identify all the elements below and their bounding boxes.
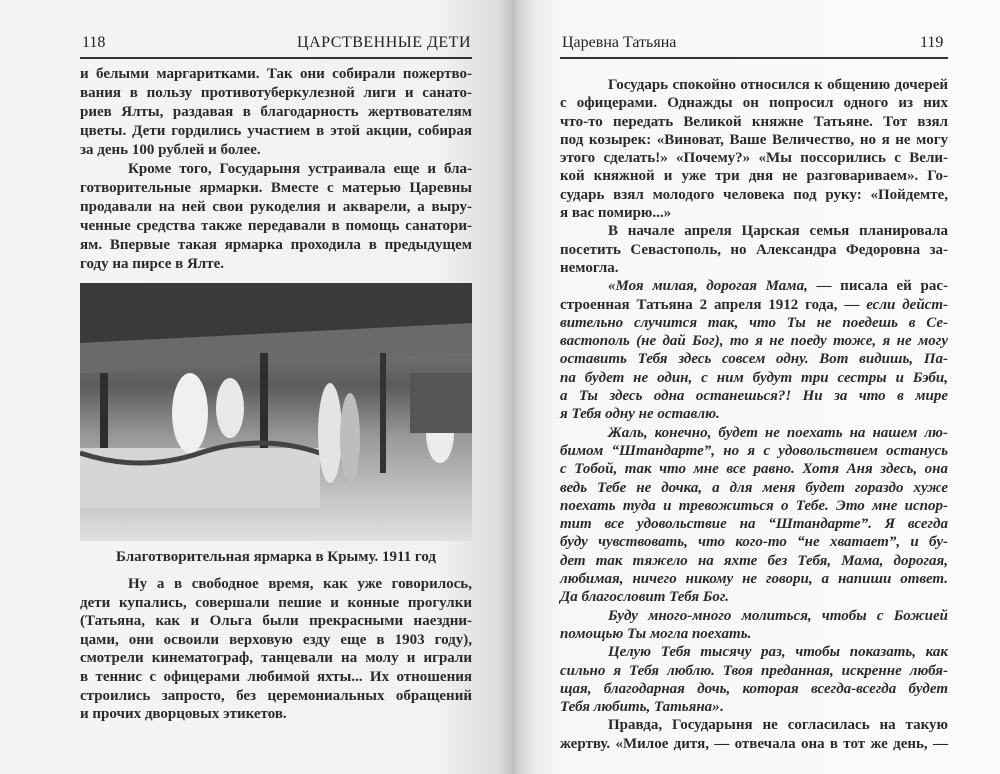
text-line	[80, 122, 472, 141]
italic-text: я Тебя одну не оставлю.	[560, 406, 720, 423]
text-line	[560, 643, 948, 661]
line-text: цами, они освоили верховую езду еще в 1903 году),	[80, 631, 472, 648]
line-text: и прочих дворцовых этикетов.	[80, 706, 287, 723]
line-text: немогла.	[560, 259, 619, 276]
text-line	[560, 533, 948, 551]
photo-charity-fair	[80, 283, 472, 541]
italic-text: ведь Тебе не дочка, а для меня будет гораздо хуже	[560, 479, 948, 496]
text-line	[560, 716, 948, 734]
italic-text: дет так тяжело на яхте без Тебя, Мама, дорогая,	[560, 552, 948, 569]
text-line	[80, 160, 472, 179]
text-line	[80, 612, 472, 631]
text-line	[560, 497, 948, 515]
line-text: В начале апреля Царская семья планировала	[608, 223, 948, 240]
line-text: — писала ей рас-	[807, 278, 948, 295]
italic-text: буду чувствовать, что кого-то “не хватает”, и бу-	[560, 534, 948, 551]
text-line	[80, 255, 472, 274]
text-line	[80, 217, 472, 236]
line-text: жертву. «Милое дитя, — отвечала она в тот же день, —	[560, 735, 948, 752]
text-line	[560, 570, 948, 588]
text-line	[560, 113, 948, 131]
line-text: Кроме того, Государыня устраивала еще и бла-	[128, 161, 472, 177]
line-text: (Татьяна, как и Ольга были прекрасными наездни-	[80, 613, 472, 630]
line-text: ям. Впервые такая ярмарка проходила в предыдущем	[80, 237, 472, 253]
text-line	[560, 424, 948, 442]
line-text: Правда, Государыня не согласилась на такую	[608, 717, 948, 734]
text-block	[80, 575, 472, 724]
page-number: 119	[920, 34, 944, 51]
header-rule	[80, 57, 472, 59]
italic-text: «Моя милая, дорогая Мама,	[608, 278, 808, 295]
text-line	[80, 649, 472, 668]
text-line	[560, 735, 948, 753]
line-text: с офицерами. Однажды он попросил одного из них	[560, 95, 948, 112]
line-text: Государь спокойно относился к общению дочерей	[608, 77, 948, 93]
line-text: строенная Татьяна 2 апреля 1912 года, —	[560, 296, 867, 313]
italic-text: любимая, ничего никому не говори, а напиши ответ.	[560, 571, 948, 588]
text-line	[560, 387, 948, 405]
line-text: цветы. Дети гордились участием в этой акции, собирая	[80, 123, 472, 139]
text-line	[560, 94, 948, 112]
text-line	[560, 131, 948, 149]
italic-text: вастополь (не дай Бог), то я не поеду тоже, я не могу	[560, 333, 948, 350]
text-line	[560, 588, 948, 606]
text-line	[560, 314, 948, 332]
text-line	[80, 65, 472, 84]
text-line	[80, 705, 472, 724]
line-text: дети купались, совершали пешие и конные прогулки	[80, 594, 472, 611]
italic-text: с Тобой, так что мне все равно. Хотя Аня здесь, она	[560, 461, 948, 478]
line-text: ченные средства также передавали в помощь санатори-	[80, 218, 472, 234]
text-line	[560, 167, 948, 185]
italic-text: Да благословит Тебя Бог.	[560, 589, 729, 606]
text-line	[80, 179, 472, 198]
text-line	[560, 662, 948, 680]
line-text: этого сделать!» «Почему?» «Мы поссорились с Вели-	[560, 150, 948, 167]
text-line	[560, 241, 948, 259]
italic-text: если дейст-	[866, 296, 948, 313]
italic-text: щая, благодарная дочь, которая всегда-всегда будет	[560, 680, 948, 697]
text-line	[560, 515, 948, 533]
italic-text: Целую Тебя тысячу раз, чтобы показать, как	[608, 644, 948, 661]
line-text: кой княжной и уже три дня не разговариваем». Го-	[560, 168, 948, 185]
text-line	[560, 625, 948, 643]
line-text: смотрели кинематограф, танцевали на молу и играли	[80, 650, 472, 667]
text-line	[80, 103, 472, 122]
text-line	[560, 479, 948, 497]
line-text: посетить Севастополь, но Александра Федоровна за-	[560, 241, 948, 258]
italic-text: вительно случится так, что Ты не поедешь в Се-	[560, 314, 948, 331]
line-text: сударь взял молодого человека под руку: «Пойдемте,	[560, 186, 948, 203]
text-line	[80, 668, 472, 687]
text-block	[560, 76, 948, 753]
line-text: под козырек: «Виноват, Ваше Величество, но я не могу	[560, 131, 948, 148]
text-line	[560, 680, 948, 698]
text-line	[80, 631, 472, 650]
text-line	[560, 698, 948, 716]
line-text: и белыми маргаритками. Так они собирали пожертво-	[80, 66, 472, 82]
italic-text: па будет не один, с ним будут три сестры и Бэби,	[560, 369, 948, 386]
text-line	[80, 141, 472, 160]
photo-caption: Благотворительная ярмарка в Крыму. 1911 год	[116, 549, 436, 565]
text-line	[80, 84, 472, 103]
text-line	[560, 332, 948, 350]
page-number: 118	[82, 34, 106, 51]
text-line	[560, 277, 948, 295]
line-text: Ну а в свободное время, как уже говорилось,	[128, 576, 472, 592]
right-page	[515, 0, 1000, 774]
text-line	[560, 442, 948, 460]
line-text: за день 100 рублей и более.	[80, 142, 261, 158]
line-text: я вас помирю...»	[560, 205, 672, 222]
italic-text: Тебя любить, Татьяна»	[560, 699, 720, 716]
running-head: Царевна Татьяна	[562, 34, 677, 51]
italic-text: поехать туда и тревожиться о Тебе. Это мне испор-	[560, 497, 948, 514]
line-text: в теннис с офицерами любимой яхты... Их отношения	[80, 668, 472, 685]
text-line	[80, 687, 472, 706]
line-text: .	[719, 699, 724, 716]
italic-text: Жаль, конечно, будет не поехать на нашем лю-	[608, 424, 948, 441]
text-line	[80, 236, 472, 255]
italic-text: Буду много-много молиться, чтобы с Божией	[608, 607, 948, 624]
text-line	[560, 607, 948, 625]
text-line	[560, 76, 948, 94]
text-line	[560, 204, 948, 222]
italic-text: тит все удовольствие на “Штандарте”. Я всегда	[560, 516, 948, 533]
line-text: строились запросто, без церемониальных обращений	[80, 687, 472, 704]
italic-text: сильно я Тебя люблю. Твоя преданная, искренне любя-	[560, 662, 948, 679]
header-rule	[560, 57, 948, 59]
text-line	[80, 594, 472, 613]
text-line	[560, 405, 948, 423]
text-line	[560, 369, 948, 387]
text-line	[80, 198, 472, 217]
text-line	[560, 552, 948, 570]
line-text: году на пирсе в Ялте.	[80, 256, 224, 272]
italic-text: а Ты здесь одна останешься?! Ни за что в мире	[560, 388, 948, 405]
line-text: что-то передать Великой княжне Татьяне. Тот взял	[560, 113, 948, 130]
line-text: продавали на ней свои рукоделия и акварели, а выру-	[80, 199, 472, 215]
italic-text: оставить Тебя здесь совсем одну. Вот видишь, Па-	[560, 351, 948, 368]
text-line	[560, 296, 948, 314]
text-line	[560, 186, 948, 204]
text-line	[80, 575, 472, 594]
italic-text: помощью Ты могла поехать.	[560, 625, 752, 642]
text-line	[560, 259, 948, 277]
line-text: готворительные ярмарки. Вместе с матерью Царевны	[80, 180, 472, 196]
text-line	[560, 149, 948, 167]
running-head: ЦАРСТВЕННЫЕ ДЕТИ	[297, 34, 471, 51]
line-text: вания в пользу противотуберкулезной лиги и санато-	[80, 85, 472, 101]
text-block	[80, 65, 472, 274]
text-line	[560, 222, 948, 240]
line-text: риев Ялты, раздавая в благодарность жертвователям	[80, 104, 472, 120]
text-line	[560, 460, 948, 478]
italic-text: бимом “Штандарте”, но я с удовольствием останусь	[560, 442, 948, 459]
text-line	[560, 350, 948, 368]
